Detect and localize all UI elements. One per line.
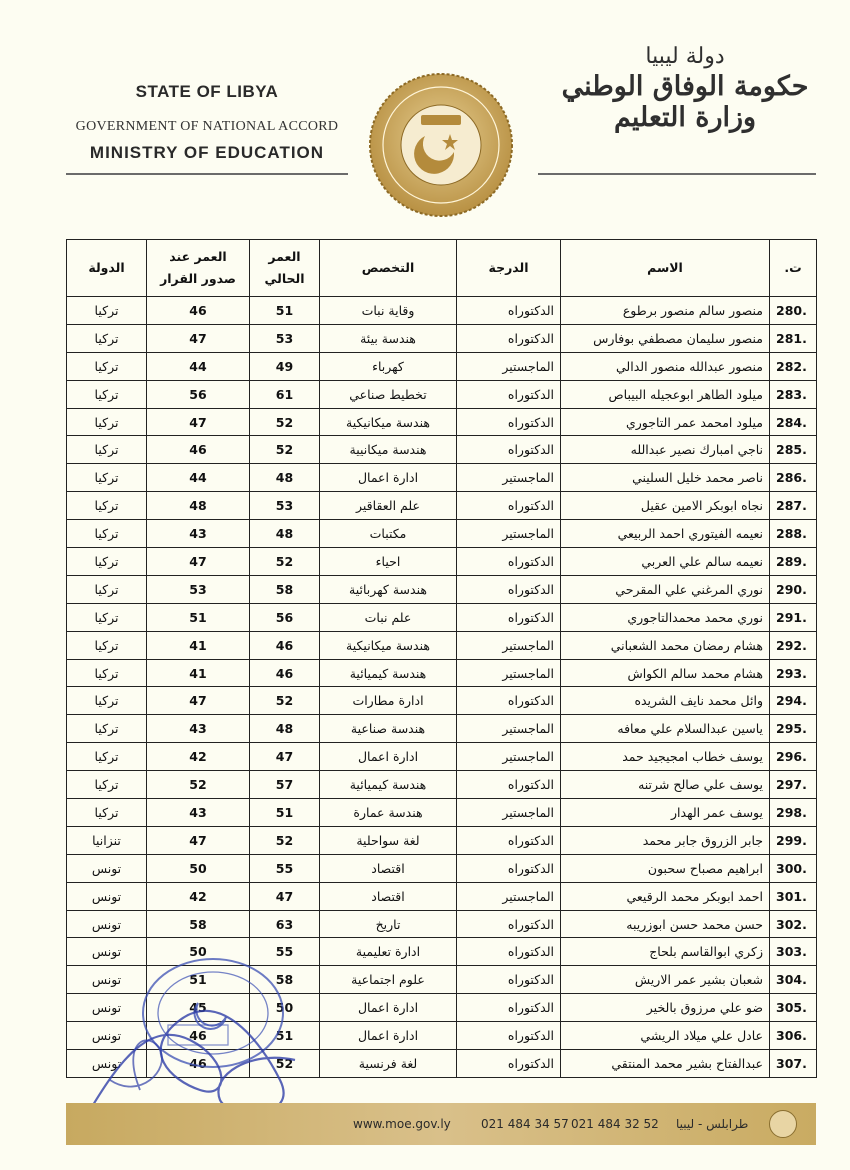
row-specialty: لغة فرنسية [320, 1050, 457, 1078]
row-age-at-decision: 46 [147, 436, 250, 464]
row-number: 289. [770, 548, 817, 576]
row-current-age: 55 [250, 854, 320, 882]
row-current-age: 47 [250, 743, 320, 771]
row-number: 299. [770, 826, 817, 854]
header-divider-left [66, 173, 348, 175]
row-country: تركيا [67, 743, 147, 771]
row-name: ياسين عبدالسلام علي معافه [561, 715, 770, 743]
row-degree: الماجستير [457, 659, 561, 687]
table-body [67, 297, 817, 1078]
row-specialty: ادارة اعمال [320, 464, 457, 492]
row-degree: الماجستير [457, 882, 561, 910]
row-specialty: علم العقاقير [320, 492, 457, 520]
row-specialty: احياء [320, 548, 457, 576]
row-age-at-decision: 51 [147, 966, 250, 994]
row-degree: الماجستير [457, 520, 561, 548]
row-number: 291. [770, 603, 817, 631]
row-number: 295. [770, 715, 817, 743]
row-name: يوسف علي صالح شرتنه [561, 771, 770, 799]
row-specialty: هندسة ميكانيكية [320, 408, 457, 436]
row-degree: الدكتوراه [457, 603, 561, 631]
row-current-age: 58 [250, 575, 320, 603]
row-number: 290. [770, 575, 817, 603]
row-current-age: 47 [250, 882, 320, 910]
staff-table [66, 239, 817, 1078]
table-row [67, 687, 817, 715]
row-number: 306. [770, 1022, 817, 1050]
row-country: تركيا [67, 799, 147, 827]
row-specialty: ادارة تعليمية [320, 938, 457, 966]
row-age-at-decision: 52 [147, 771, 250, 799]
header-divider-right [538, 173, 816, 175]
row-country: تركيا [67, 548, 147, 576]
row-current-age: 61 [250, 380, 320, 408]
row-age-at-decision: 42 [147, 882, 250, 910]
row-name: منصور عبدالله منصور الدالي [561, 352, 770, 380]
row-degree: الدكتوراه [457, 910, 561, 938]
row-degree: الدكتوراه [457, 408, 561, 436]
row-country: تونس [67, 1050, 147, 1078]
row-age-at-decision: 43 [147, 520, 250, 548]
row-country: تركيا [67, 380, 147, 408]
row-country: تونس [67, 1022, 147, 1050]
row-name: زكري ابوالقاسم بلحاج [561, 938, 770, 966]
row-age-at-decision: 43 [147, 715, 250, 743]
row-degree: الدكتوراه [457, 966, 561, 994]
government-title-ar: حكومة الوفاق الوطني [561, 71, 809, 102]
table-row [67, 1050, 817, 1078]
row-specialty: ادارة اعمال [320, 994, 457, 1022]
table-row [67, 380, 817, 408]
row-name: منصور سالم منصور برطوع [561, 297, 770, 325]
row-current-age: 52 [250, 1050, 320, 1078]
state-title-ar: دولة ليبيا [645, 44, 725, 69]
row-specialty: هندسة كيميائية [320, 771, 457, 799]
table-row [67, 799, 817, 827]
row-current-age: 56 [250, 603, 320, 631]
row-name: وائل محمد نايف الشريده [561, 687, 770, 715]
table-row [67, 910, 817, 938]
row-specialty: هندسة عمارة [320, 799, 457, 827]
row-country: تنزانيا [67, 826, 147, 854]
row-current-age: 48 [250, 715, 320, 743]
header-country: الدولة [67, 240, 147, 297]
row-country: تركيا [67, 771, 147, 799]
row-age-at-decision: 47 [147, 324, 250, 352]
row-number: 298. [770, 799, 817, 827]
row-age-at-decision: 47 [147, 687, 250, 715]
table-row [67, 966, 817, 994]
row-degree: الدكتوراه [457, 1050, 561, 1078]
row-specialty: ادارة مطارات [320, 687, 457, 715]
header-arabic [560, 44, 810, 133]
row-name: عبدالفتاح بشير محمد المنتقي [561, 1050, 770, 1078]
row-specialty: هندسة كهربائية [320, 575, 457, 603]
table-row [67, 1022, 817, 1050]
row-country: تركيا [67, 715, 147, 743]
footer-logo-icon [769, 1110, 797, 1138]
state-title-en: STATE OF LIBYA [135, 82, 279, 101]
row-specialty: تاريخ [320, 910, 457, 938]
row-specialty: علوم اجتماعية [320, 966, 457, 994]
row-number: 285. [770, 436, 817, 464]
row-current-age: 52 [250, 408, 320, 436]
row-current-age: 51 [250, 1022, 320, 1050]
row-specialty: مكتبات [320, 520, 457, 548]
row-current-age: 55 [250, 938, 320, 966]
row-specialty: اقتصاد [320, 882, 457, 910]
table-row [67, 743, 817, 771]
table-row [67, 854, 817, 882]
row-number: 281. [770, 324, 817, 352]
row-number: 293. [770, 659, 817, 687]
row-age-at-decision: 48 [147, 492, 250, 520]
table-row [67, 631, 817, 659]
row-country: تركيا [67, 352, 147, 380]
row-degree: الدكتوراه [457, 1022, 561, 1050]
row-current-age: 58 [250, 966, 320, 994]
row-current-age: 52 [250, 687, 320, 715]
row-specialty: اقتصاد [320, 854, 457, 882]
row-country: تركيا [67, 520, 147, 548]
row-specialty: هندسة صناعية [320, 715, 457, 743]
row-number: 284. [770, 408, 817, 436]
row-degree: الماجستير [457, 631, 561, 659]
row-number: 300. [770, 854, 817, 882]
row-country: تونس [67, 966, 147, 994]
row-name: جابر الزروق جابر محمد [561, 826, 770, 854]
row-name: نعيمه الفيتوري احمد الربيعي [561, 520, 770, 548]
row-number: 287. [770, 492, 817, 520]
footer-phone-2: 021 484 32 52 [571, 1117, 659, 1131]
row-number: 307. [770, 1050, 817, 1078]
header-current-age: العمر الحالي [250, 240, 320, 297]
row-age-at-decision: 58 [147, 910, 250, 938]
table-row [67, 603, 817, 631]
table-row [67, 548, 817, 576]
table-row [67, 715, 817, 743]
row-name: يوسف عمر الهدار [561, 799, 770, 827]
row-number: 303. [770, 938, 817, 966]
row-current-age: 57 [250, 771, 320, 799]
row-degree: الدكتوراه [457, 324, 561, 352]
row-country: تونس [67, 854, 147, 882]
row-number: 286. [770, 464, 817, 492]
row-number: 296. [770, 743, 817, 771]
row-specialty: ادارة اعمال [320, 743, 457, 771]
table-row [67, 352, 817, 380]
row-country: تونس [67, 882, 147, 910]
row-name: منصور سليمان مصطفي بوفارس [561, 324, 770, 352]
row-name: هشام رمضان محمد الشعباني [561, 631, 770, 659]
row-age-at-decision: 51 [147, 603, 250, 631]
footer-city: طرابلس - ليبيا [676, 1117, 749, 1131]
row-current-age: 51 [250, 799, 320, 827]
row-age-at-decision: 46 [147, 1050, 250, 1078]
table-row [67, 771, 817, 799]
row-degree: الدكتوراه [457, 575, 561, 603]
ministry-title-en: MINISTRY OF EDUCATION [89, 143, 325, 162]
row-name: شعبان بشير عمر الاريش [561, 966, 770, 994]
table-row [67, 826, 817, 854]
row-country: تركيا [67, 492, 147, 520]
row-country: تركيا [67, 659, 147, 687]
row-name: احمد ابوبكر محمد الرقيعي [561, 882, 770, 910]
row-degree: الدكتوراه [457, 771, 561, 799]
table-row [67, 324, 817, 352]
row-current-age: 63 [250, 910, 320, 938]
row-specialty: هندسة بيئة [320, 324, 457, 352]
row-specialty: لغة سواحلية [320, 826, 457, 854]
row-age-at-decision: 47 [147, 826, 250, 854]
table-header-row [67, 240, 817, 297]
row-age-at-decision: 43 [147, 799, 250, 827]
row-specialty: تخطيط صناعي [320, 380, 457, 408]
footer-bar [66, 1103, 816, 1145]
row-degree: الدكتوراه [457, 380, 561, 408]
row-number: 294. [770, 687, 817, 715]
table-row [67, 938, 817, 966]
row-country: تركيا [67, 324, 147, 352]
row-age-at-decision: 45 [147, 994, 250, 1022]
row-age-at-decision: 44 [147, 352, 250, 380]
row-degree: الماجستير [457, 464, 561, 492]
row-country: تونس [67, 938, 147, 966]
row-degree: الدكتوراه [457, 994, 561, 1022]
row-current-age: 48 [250, 520, 320, 548]
row-country: تركيا [67, 464, 147, 492]
row-age-at-decision: 41 [147, 659, 250, 687]
row-age-at-decision: 50 [147, 938, 250, 966]
table-row [67, 492, 817, 520]
table-row [67, 659, 817, 687]
row-degree: الماجستير [457, 352, 561, 380]
row-country: تركيا [67, 631, 147, 659]
row-country: تونس [67, 994, 147, 1022]
row-country: تركيا [67, 603, 147, 631]
row-country: تركيا [67, 687, 147, 715]
ministry-title-ar: وزارة التعليم [613, 102, 757, 133]
row-name: ميلود الطاهر ابوعجيله البيباص [561, 380, 770, 408]
row-degree: الدكتوراه [457, 492, 561, 520]
table-row [67, 436, 817, 464]
row-degree: الماجستير [457, 743, 561, 771]
row-age-at-decision: 56 [147, 380, 250, 408]
row-age-at-decision: 46 [147, 297, 250, 325]
row-number: 301. [770, 882, 817, 910]
row-degree: الدكتوراه [457, 548, 561, 576]
row-name: نوري المرغني علي المقرحي [561, 575, 770, 603]
row-degree: الدكتوراه [457, 826, 561, 854]
row-current-age: 46 [250, 659, 320, 687]
row-age-at-decision: 41 [147, 631, 250, 659]
row-age-at-decision: 47 [147, 548, 250, 576]
row-number: 283. [770, 380, 817, 408]
footer-website: www.moe.gov.ly [353, 1117, 451, 1131]
row-age-at-decision: 50 [147, 854, 250, 882]
row-country: تركيا [67, 408, 147, 436]
row-name: ناصر محمد خليل السليني [561, 464, 770, 492]
row-country: تونس [67, 910, 147, 938]
table-row [67, 994, 817, 1022]
row-name: حسن محمد حسن ابوزريبه [561, 910, 770, 938]
row-name: هشام محمد سالم الكواش [561, 659, 770, 687]
row-specialty: ادارة اعمال [320, 1022, 457, 1050]
row-number: 288. [770, 520, 817, 548]
ministry-seal-logo [368, 72, 514, 218]
row-current-age: 49 [250, 352, 320, 380]
row-specialty: هندسة كيميائية [320, 659, 457, 687]
row-number: 280. [770, 297, 817, 325]
row-number: 302. [770, 910, 817, 938]
row-current-age: 48 [250, 464, 320, 492]
row-specialty: كهرباء [320, 352, 457, 380]
row-age-at-decision: 42 [147, 743, 250, 771]
row-country: تركيا [67, 575, 147, 603]
row-current-age: 52 [250, 436, 320, 464]
row-degree: الدكتوراه [457, 687, 561, 715]
row-degree: الدكتوراه [457, 297, 561, 325]
row-number: 292. [770, 631, 817, 659]
government-title-en: GOVERNMENT OF NATIONAL ACCORD [75, 119, 339, 134]
row-name: نجاه ابوبكر الامين عقيل [561, 492, 770, 520]
row-degree: الماجستير [457, 799, 561, 827]
table-row [67, 520, 817, 548]
row-name: ميلود امحمد عمر التاجوري [561, 408, 770, 436]
row-specialty: هندسة ميكانيية [320, 436, 457, 464]
row-number: 282. [770, 352, 817, 380]
row-age-at-decision: 53 [147, 575, 250, 603]
row-current-age: 53 [250, 492, 320, 520]
row-current-age: 52 [250, 826, 320, 854]
row-current-age: 53 [250, 324, 320, 352]
row-country: تركيا [67, 436, 147, 464]
header-degree: الدرجة [457, 240, 561, 297]
row-current-age: 46 [250, 631, 320, 659]
row-current-age: 52 [250, 548, 320, 576]
table-row [67, 575, 817, 603]
table-row [67, 882, 817, 910]
header-age-at-decision: العمر عند صدور القرار [147, 240, 250, 297]
row-degree: الماجستير [457, 715, 561, 743]
row-degree: الدكتوراه [457, 436, 561, 464]
row-age-at-decision: 47 [147, 408, 250, 436]
row-name: نعيمه سالم علي العربي [561, 548, 770, 576]
row-specialty: وقاية نبات [320, 297, 457, 325]
row-current-age: 51 [250, 297, 320, 325]
row-age-at-decision: 44 [147, 464, 250, 492]
row-name: يوسف خطاب امجيجيد حمد [561, 743, 770, 771]
row-degree: الدكتوراه [457, 938, 561, 966]
row-specialty: هندسة ميكانيكية [320, 631, 457, 659]
row-country: تركيا [67, 297, 147, 325]
row-name: ضو علي مرزوق بالخير [561, 994, 770, 1022]
table-row [67, 408, 817, 436]
footer-phone-1: 021 484 34 57 [481, 1117, 569, 1131]
row-specialty: علم نبات [320, 603, 457, 631]
table-row [67, 464, 817, 492]
row-age-at-decision: 46 [147, 1022, 250, 1050]
header-name: الاسم [561, 240, 770, 297]
row-name: ناجي امبارك نصير عبدالله [561, 436, 770, 464]
header-english [66, 76, 348, 163]
table-row [67, 297, 817, 325]
header-specialty: التخصص [320, 240, 457, 297]
header-no: ت. [770, 240, 817, 297]
row-name: ابراهيم مصباح سحبون [561, 854, 770, 882]
row-number: 297. [770, 771, 817, 799]
row-name: عادل علي ميلاد الريشي [561, 1022, 770, 1050]
row-name: نوري محمد محمدالتاجوري [561, 603, 770, 631]
row-current-age: 50 [250, 994, 320, 1022]
row-number: 304. [770, 966, 817, 994]
row-degree: الدكتوراه [457, 854, 561, 882]
row-number: 305. [770, 994, 817, 1022]
